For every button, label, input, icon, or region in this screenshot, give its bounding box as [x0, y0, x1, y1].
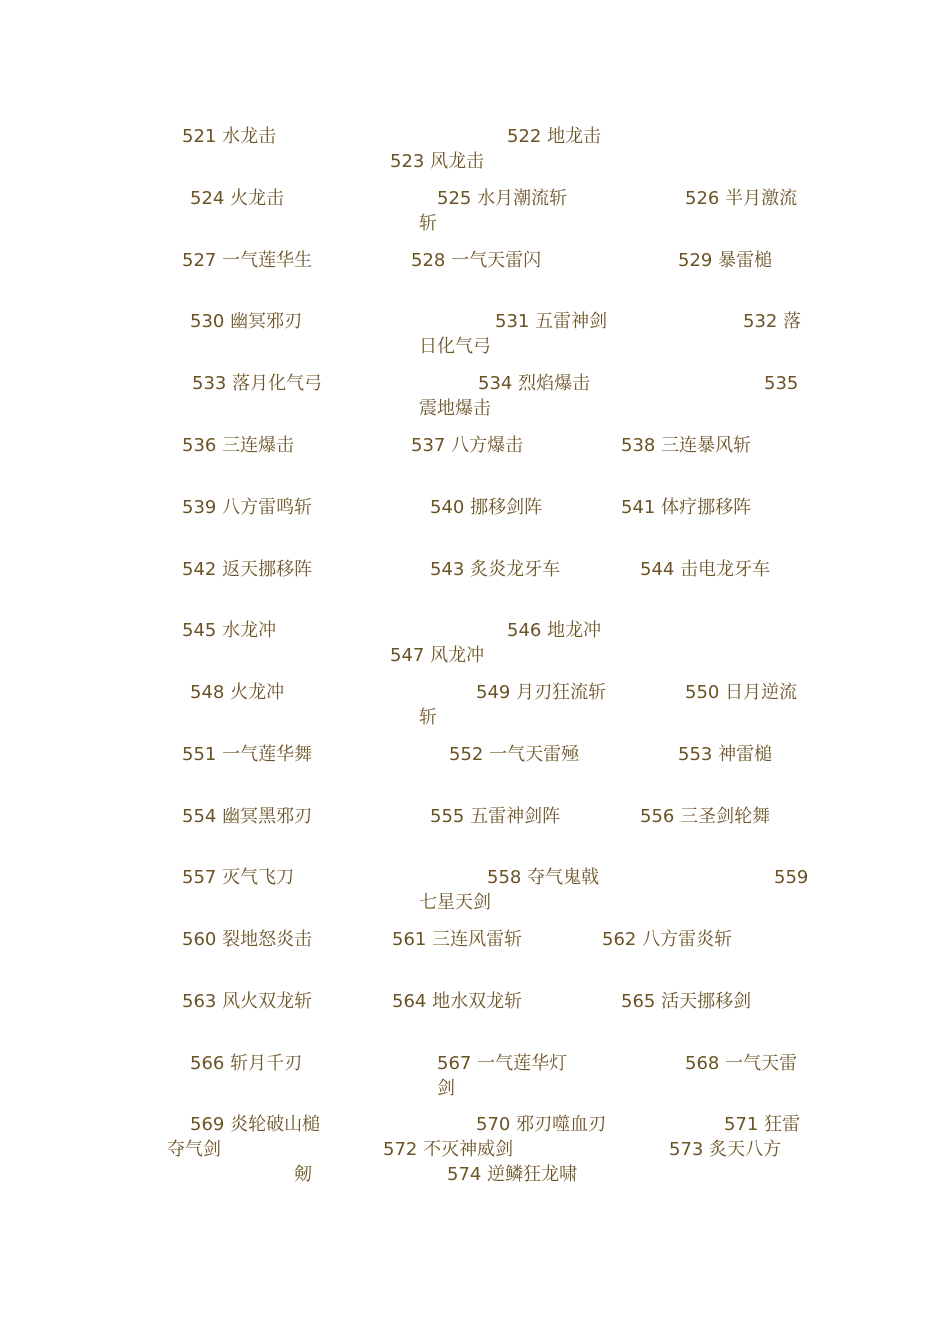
skill-entry: 555 五雷神剑阵: [430, 806, 561, 827]
skill-entry: 544 击电龙牙车: [640, 559, 771, 580]
skill-entry-continuation: 震地爆击: [419, 398, 491, 419]
skill-entry: 545 水龙冲: [182, 620, 277, 641]
skill-entry: 571 狂雷: [724, 1114, 801, 1135]
skill-entry: 553 神雷槌: [678, 744, 773, 765]
skill-entry: 549 月刃狂流斩: [476, 682, 607, 703]
skill-entry-continuation: 斩: [419, 213, 437, 234]
skill-entry: 532 落: [743, 311, 802, 332]
skill-entry: 574 逆鳞狂龙啸: [447, 1164, 578, 1185]
skill-entry: 552 一气天雷殛: [449, 744, 580, 765]
skill-entry-continuation: 剱: [294, 1164, 312, 1185]
skill-entry: 538 三连暴风斩: [621, 435, 752, 456]
skill-entry: 572 不灭神威剑: [383, 1139, 514, 1160]
skill-entry: 542 返天挪移阵: [182, 559, 313, 580]
skill-entry: 548 火龙冲: [190, 682, 285, 703]
skill-entry: 556 三圣剑轮舞: [640, 806, 771, 827]
skill-entry: 569 炎轮破山槌: [190, 1114, 321, 1135]
skill-entry: 573 炙天八方: [669, 1139, 782, 1160]
skill-entry: 560 裂地怒炎击: [182, 929, 313, 950]
skill-entry: 529 暴雷槌: [678, 250, 773, 271]
skill-entry: 536 三连爆击: [182, 435, 295, 456]
skill-entry: 521 水龙击: [182, 126, 277, 147]
skill-entry-continuation: 日化气弓: [419, 336, 491, 357]
skill-entry: 566 斩月千刃: [190, 1053, 303, 1074]
skill-entry: 527 一气莲华生: [182, 250, 313, 271]
skill-entry: 547 风龙冲: [390, 645, 485, 666]
skill-entry: 528 一气天雷闪: [411, 250, 542, 271]
skill-entry: 550 日月逆流: [685, 682, 798, 703]
skill-entry: 533 落月化气弓: [192, 373, 323, 394]
skill-entry: 568 一气天雷: [685, 1053, 798, 1074]
skill-entry: 537 八方爆击: [411, 435, 524, 456]
skill-entry: 563 风火双龙斩: [182, 991, 313, 1012]
skill-entry: 525 水月潮流斩: [437, 188, 568, 209]
skill-entry: 522 地龙击: [507, 126, 602, 147]
skill-entry: 530 幽冥邪刃: [190, 311, 303, 332]
skill-entry: 526 半月激流: [685, 188, 798, 209]
skill-entry: 540 挪移剑阵: [430, 497, 543, 518]
skill-entry: 551 一气莲华舞: [182, 744, 313, 765]
skill-entry: 535: [764, 373, 799, 394]
skill-entry: 570 邪刃噬血刃: [476, 1114, 607, 1135]
skill-entry-continuation: 剑: [437, 1078, 455, 1099]
skill-entry: 565 活天挪移剑: [621, 991, 752, 1012]
skill-entry: 534 烈焰爆击: [478, 373, 591, 394]
skill-entry-continuation: 夺气剑: [167, 1139, 221, 1160]
skill-entry: 554 幽冥黑邪刃: [182, 806, 313, 827]
skill-entry: 559: [774, 867, 809, 888]
skill-entry: 558 夺气鬼戟: [487, 867, 600, 888]
skill-entry: 564 地水双龙斩: [392, 991, 523, 1012]
skill-entry: 524 火龙击: [190, 188, 285, 209]
skill-entry: 557 灭气飞刀: [182, 867, 295, 888]
skill-entry-continuation: 斩: [419, 707, 437, 728]
skill-entry: 531 五雷神剑: [495, 311, 608, 332]
skill-entry: 523 风龙击: [390, 151, 485, 172]
skill-entry: 543 炙炎龙牙车: [430, 559, 561, 580]
skill-entry: 541 体疗挪移阵: [621, 497, 752, 518]
skill-entry: 567 一气莲华灯: [437, 1053, 568, 1074]
skill-entry: 562 八方雷炎斩: [602, 929, 733, 950]
skill-entry-continuation: 七星天剑: [419, 892, 491, 913]
skill-entry: 561 三连风雷斩: [392, 929, 523, 950]
skill-entry: 539 八方雷鸣斩: [182, 497, 313, 518]
skill-entry: 546 地龙冲: [507, 620, 602, 641]
